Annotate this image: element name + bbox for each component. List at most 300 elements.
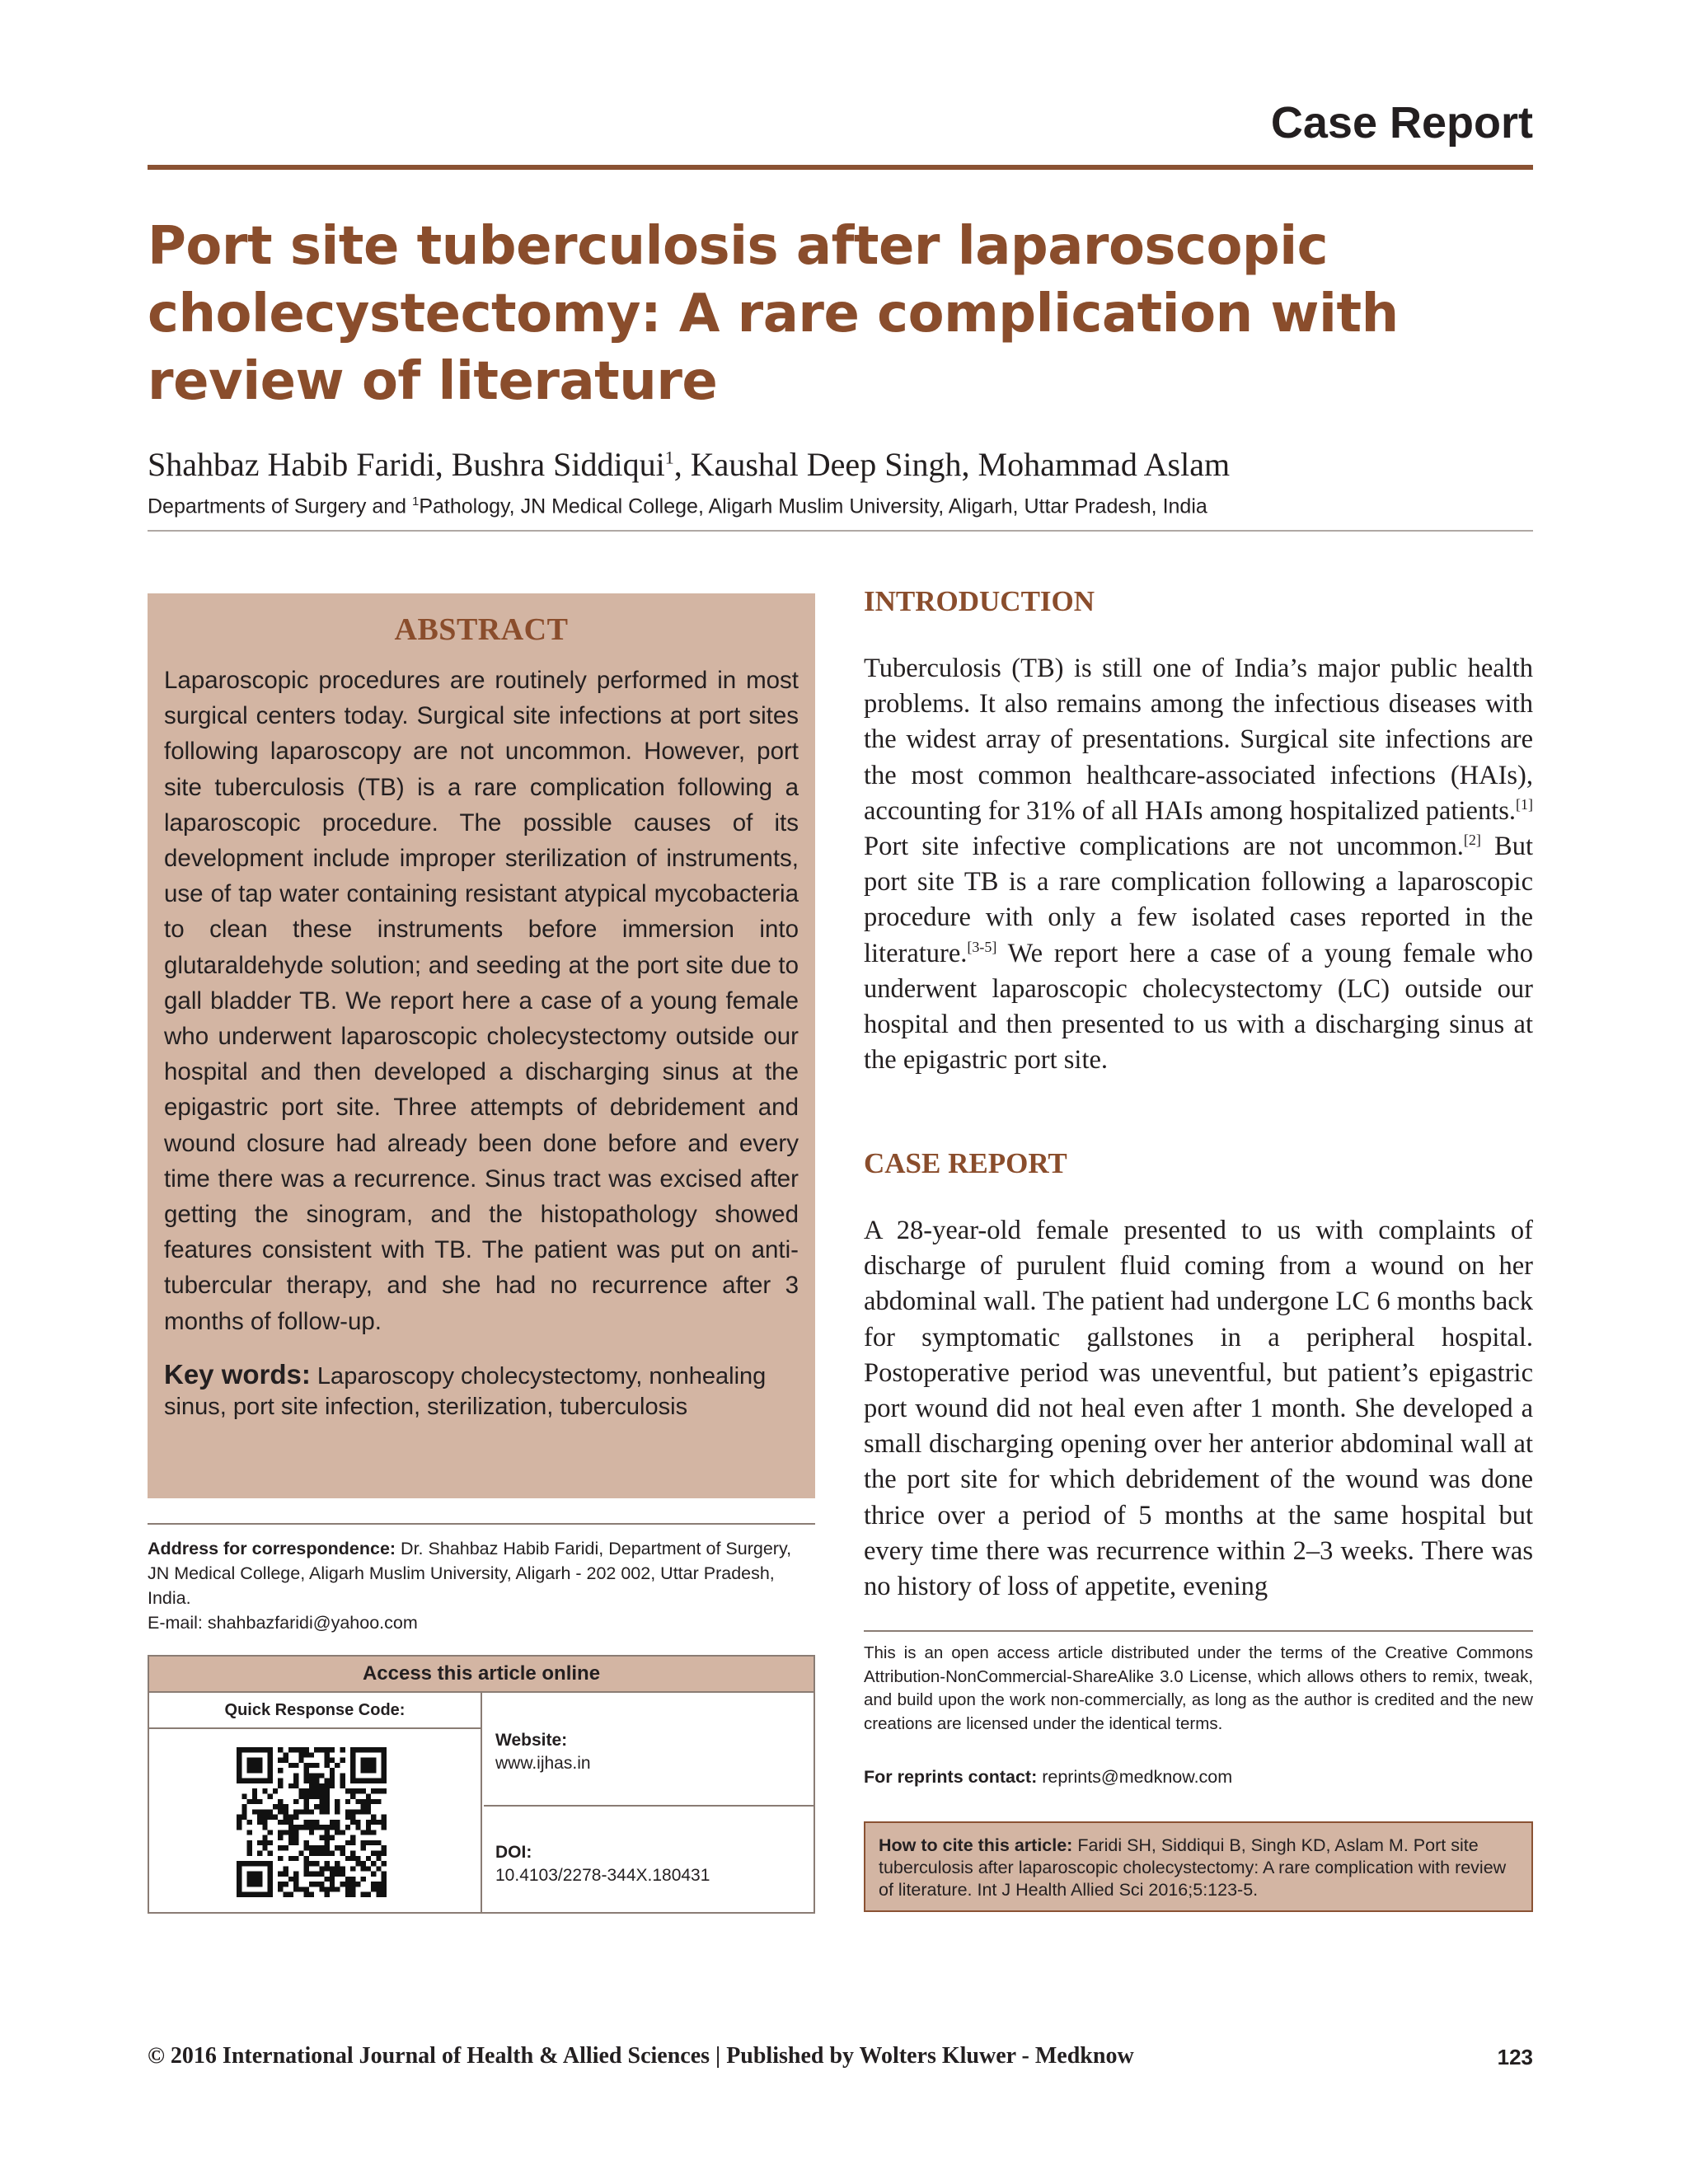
qr-module [273, 1804, 278, 1809]
qr-module [304, 1809, 309, 1814]
qr-module [330, 1783, 335, 1788]
qr-module [309, 1809, 314, 1814]
qr-module [237, 1768, 241, 1773]
qr-module [309, 1851, 314, 1856]
qr-module [371, 1815, 376, 1820]
qr-module [293, 1856, 298, 1861]
qr-module [257, 1851, 262, 1856]
citation-ref-1[interactable]: [1] [1516, 795, 1533, 813]
intro-part-1: Tuberculosis (TB) is still one of India’s major public health problems. It also remains among the infectious diseases with the widest array of presentations. Surgical site infections are the most common healthcare-associated infections (HAIs), accounting for 31% of all HAIs among hospitalized patients. [864, 654, 1533, 826]
qr-module [319, 1851, 324, 1856]
qr-module [366, 1866, 371, 1871]
qr-module [252, 1799, 257, 1804]
qr-module [361, 1779, 366, 1783]
qr-module [340, 1851, 345, 1856]
qr-module [247, 1768, 252, 1773]
qr-module [257, 1809, 262, 1814]
qr-module [283, 1815, 288, 1820]
qr-module [355, 1825, 360, 1830]
qr-module [382, 1882, 387, 1886]
qr-module [361, 1892, 366, 1897]
qr-module [335, 1845, 340, 1850]
citation-box [864, 1821, 1533, 1912]
qr-module [350, 1809, 355, 1814]
qr-module [293, 1830, 298, 1835]
header-rule [148, 165, 1533, 170]
qr-module [293, 1799, 298, 1804]
qr-module [293, 1877, 298, 1882]
qr-module [278, 1845, 283, 1850]
qr-module [330, 1835, 335, 1840]
qr-module [325, 1825, 330, 1830]
qr-module [314, 1825, 319, 1830]
qr-module [314, 1882, 319, 1886]
qr-module [257, 1872, 262, 1877]
abstract-text: Laparoscopic procedures are routinely performed in most surgical centers today. Surgical site infections at port sites following laparoscopy are not uncommon. However, port site tuberculosis (TB) is a rare complication following a laparoscopic procedure. The possible causes of its development include improper sterilization of instruments, use of tap water containing resistant atypical mycobacteria to clean these instruments before immersion into glutaraldehyde solution; and seeding at the port site due to gall bladder TB. We report here a case of a young female who underwent laparoscopic cholecystectomy outside our hospital and then developed a discharging sinus at the epigastric port site. Three attempts of debridement and wound closure had already been done before and every time there was a recurrence. Sinus tract was excised after getting the sinogram, and the histopathology showed features consistent with TB. The patient was put on anti-tubercular therapy, and she had no recurrence after 3 months of follow-up. [164, 667, 799, 1335]
qr-module [252, 1877, 257, 1882]
qr-module [355, 1747, 360, 1752]
qr-module [247, 1820, 252, 1825]
abstract-heading: ABSTRACT [394, 612, 569, 647]
qr-module [314, 1788, 319, 1793]
qr-module [335, 1886, 340, 1891]
qr-module [309, 1830, 314, 1835]
qr-module [319, 1886, 324, 1891]
qr-module [309, 1773, 314, 1778]
qr-code-graphic [237, 1747, 387, 1897]
qr-module [376, 1840, 381, 1845]
qr-module [319, 1773, 324, 1778]
intro-part-3: But port site TB is a rare complication following a laparoscopic procedure with only a few isolated cases reported in the literature. [864, 832, 1533, 968]
qr-module [288, 1783, 293, 1788]
qr-module [366, 1768, 371, 1773]
qr-module [247, 1779, 252, 1783]
qr-module [257, 1877, 262, 1882]
qr-module [371, 1861, 376, 1866]
qr-module [345, 1892, 350, 1897]
qr-module [355, 1856, 360, 1861]
qr-module [304, 1793, 309, 1798]
qr-module [293, 1872, 298, 1877]
qr-module [237, 1861, 241, 1866]
qr-module [340, 1758, 345, 1763]
qr-module [278, 1783, 283, 1788]
qr-module [350, 1747, 355, 1752]
affiliation-marker: 1 [412, 494, 420, 509]
qr-module [257, 1768, 262, 1773]
qr-module [298, 1758, 303, 1763]
qr-module [309, 1779, 314, 1783]
doi-link[interactable]: 10.4103/2278-344X.180431 [495, 1866, 710, 1885]
qr-module [262, 1809, 267, 1814]
qr-module [288, 1877, 293, 1882]
qr-module [382, 1773, 387, 1778]
qr-module [350, 1856, 355, 1861]
qr-module [376, 1892, 381, 1897]
qr-module [241, 1779, 246, 1783]
qr-module [325, 1835, 330, 1840]
qr-module [361, 1768, 366, 1773]
qr-module [252, 1788, 257, 1793]
qr-module [288, 1747, 293, 1752]
qr-module [330, 1825, 335, 1830]
qr-module [241, 1861, 246, 1866]
qr-module [309, 1783, 314, 1788]
qr-module [304, 1856, 309, 1861]
qr-module [278, 1804, 283, 1809]
qr-module [340, 1830, 345, 1835]
qr-module [382, 1763, 387, 1768]
qr-module [241, 1793, 246, 1798]
qr-module [350, 1779, 355, 1783]
qr-label: Quick Response Code: [149, 1693, 481, 1729]
qr-module [350, 1892, 355, 1897]
qr-module [382, 1788, 387, 1793]
qr-module [268, 1840, 273, 1845]
qr-module [314, 1773, 319, 1778]
qr-module [252, 1892, 257, 1897]
qr-module [304, 1799, 309, 1804]
qr-module [325, 1804, 330, 1809]
qr-module [361, 1830, 366, 1835]
qr-module [237, 1763, 241, 1768]
qr-module [283, 1820, 288, 1825]
qr-module [355, 1809, 360, 1814]
qr-module [355, 1788, 360, 1793]
qr-module [319, 1788, 324, 1793]
qr-module [325, 1747, 330, 1752]
qr-module [278, 1758, 283, 1763]
qr-module [293, 1809, 298, 1814]
qr-module [345, 1840, 350, 1845]
qr-module [252, 1809, 257, 1814]
authors-part-1: Shahbaz Habib Faridi, Bushra Siddiqui [148, 446, 665, 483]
qr-module [237, 1773, 241, 1778]
reprints-email[interactable]: reprints@medknow.com [1037, 1767, 1233, 1787]
qr-module [237, 1779, 241, 1783]
qr-module [366, 1758, 371, 1763]
qr-module [325, 1799, 330, 1804]
qr-module [314, 1747, 319, 1752]
qr-module [330, 1886, 335, 1891]
qr-module [335, 1872, 340, 1877]
qr-module [252, 1747, 257, 1752]
qr-module [350, 1840, 355, 1845]
qr-module [304, 1779, 309, 1783]
qr-code-icon[interactable] [237, 1747, 387, 1897]
qr-module [268, 1830, 273, 1835]
qr-module [330, 1779, 335, 1783]
qr-module [268, 1877, 273, 1882]
qr-module [361, 1747, 366, 1752]
citation-ref-2[interactable]: [2] [1463, 832, 1481, 849]
qr-module [309, 1752, 314, 1757]
qr-module [309, 1763, 314, 1768]
doi-cell [484, 1807, 814, 1887]
qr-module [237, 1747, 241, 1752]
qr-module [325, 1779, 330, 1783]
author-list [148, 445, 1230, 484]
qr-module [257, 1815, 262, 1820]
qr-module [283, 1882, 288, 1886]
qr-module [335, 1830, 340, 1835]
qr-module [293, 1835, 298, 1840]
qr-module [304, 1820, 309, 1825]
qr-module [293, 1886, 298, 1891]
qr-module [335, 1809, 340, 1814]
qr-module [325, 1763, 330, 1768]
qr-module [288, 1856, 293, 1861]
qr-module [345, 1815, 350, 1820]
qr-module [247, 1877, 252, 1882]
qr-module [257, 1779, 262, 1783]
qr-module [345, 1886, 350, 1891]
qr-module [304, 1861, 309, 1866]
qr-module [241, 1809, 246, 1814]
qr-module [330, 1773, 335, 1778]
qr-module [350, 1877, 355, 1882]
qr-module [268, 1752, 273, 1757]
qr-module [262, 1835, 267, 1840]
qr-module [319, 1835, 324, 1840]
qr-module [283, 1758, 288, 1763]
qr-module [319, 1804, 324, 1809]
qr-module [319, 1793, 324, 1798]
qr-module [376, 1779, 381, 1783]
qr-module [382, 1872, 387, 1877]
qr-module [330, 1758, 335, 1763]
website-cell [484, 1693, 814, 1807]
qr-module [330, 1872, 335, 1877]
link-cells [484, 1693, 814, 1912]
qr-module [361, 1866, 366, 1871]
keywords-label: Key words: [164, 1358, 311, 1390]
qr-module [371, 1779, 376, 1783]
qr-module [330, 1747, 335, 1752]
qr-module [237, 1820, 241, 1825]
qr-module [350, 1763, 355, 1768]
qr-module [335, 1804, 340, 1809]
qr-module [330, 1877, 335, 1882]
qr-module [314, 1845, 319, 1850]
qr-module [314, 1793, 319, 1798]
qr-module [298, 1793, 303, 1798]
qr-module [304, 1773, 309, 1778]
qr-module [237, 1815, 241, 1820]
qr-module [257, 1892, 262, 1897]
qr-module [309, 1845, 314, 1850]
qr-module [268, 1793, 273, 1798]
qr-module [262, 1892, 267, 1897]
qr-module [252, 1882, 257, 1886]
qr-module [247, 1892, 252, 1897]
qr-module [361, 1840, 366, 1845]
qr-module [309, 1820, 314, 1825]
qr-module [278, 1820, 283, 1825]
qr-module [382, 1845, 387, 1850]
qr-module [376, 1851, 381, 1856]
qr-module [371, 1747, 376, 1752]
qr-module [268, 1773, 273, 1778]
qr-module [340, 1872, 345, 1877]
qr-module [319, 1799, 324, 1804]
qr-module [314, 1861, 319, 1866]
qr-module [288, 1835, 293, 1840]
qr-module [309, 1793, 314, 1798]
qr-module [340, 1783, 345, 1788]
qr-module [335, 1763, 340, 1768]
qr-module [309, 1788, 314, 1793]
page-number: 123 [1497, 2045, 1533, 2069]
qr-module [325, 1886, 330, 1891]
qr-module [298, 1851, 303, 1856]
qr-module [340, 1882, 345, 1886]
introduction-heading: INTRODUCTION [864, 585, 1095, 617]
qr-module [293, 1747, 298, 1752]
qr-module [237, 1758, 241, 1763]
reprints-label: For reprints contact: [864, 1767, 1038, 1787]
qr-module [319, 1845, 324, 1850]
qr-module [355, 1882, 360, 1886]
citation-label: How to cite this article: [879, 1835, 1073, 1855]
qr-module [304, 1892, 309, 1897]
qr-module [376, 1886, 381, 1891]
qr-module [288, 1815, 293, 1820]
access-online-heading: Access this article online [149, 1657, 814, 1693]
qr-module [314, 1872, 319, 1877]
qr-module [382, 1779, 387, 1783]
qr-module [371, 1768, 376, 1773]
qr-module [335, 1866, 340, 1871]
qr-module [340, 1845, 345, 1850]
qr-module [330, 1882, 335, 1886]
qr-module [237, 1825, 241, 1830]
qr-module [325, 1788, 330, 1793]
qr-module [304, 1845, 309, 1850]
qr-module [268, 1768, 273, 1773]
qr-module [319, 1866, 324, 1871]
qr-module [314, 1820, 319, 1825]
doi-label: DOI: [495, 1843, 532, 1862]
qr-module [325, 1840, 330, 1845]
qr-module [309, 1825, 314, 1830]
qr-module [371, 1788, 376, 1793]
qr-module [288, 1892, 293, 1897]
qr-module [268, 1758, 273, 1763]
website-label: Website: [495, 1731, 568, 1750]
qr-module [382, 1861, 387, 1866]
qr-module [335, 1820, 340, 1825]
qr-module [366, 1799, 371, 1804]
qr-module [268, 1872, 273, 1877]
abstract-box [148, 593, 815, 1498]
qr-module [345, 1809, 350, 1814]
qr-module [278, 1886, 283, 1891]
qr-module [382, 1747, 387, 1752]
correspondence-text: Dr. Shahbaz Habib Faridi, Department of Surgery, JN Medical College, Aligarh Muslim University, Aligarh - 202 002, Uttar Pradesh, India. [148, 1539, 792, 1608]
qr-module [340, 1866, 345, 1871]
qr-module [350, 1835, 355, 1840]
qr-module [345, 1882, 350, 1886]
qr-module [319, 1747, 324, 1752]
keywords-list: Laparoscopy cholecystectomy, nonhealing sinus, port site infection, sterilization, tuberculosis [164, 1362, 767, 1420]
qr-module [293, 1840, 298, 1845]
qr-module [330, 1851, 335, 1856]
qr-module [304, 1886, 309, 1891]
citation-ref-3[interactable]: [3-5] [967, 938, 997, 955]
qr-module [376, 1856, 381, 1861]
qr-module [304, 1788, 309, 1793]
qr-module [247, 1830, 252, 1835]
qr-module [366, 1830, 371, 1835]
qr-module [319, 1809, 324, 1814]
qr-module [350, 1820, 355, 1825]
access-online-table [148, 1655, 815, 1914]
qr-module [355, 1779, 360, 1783]
qr-module [298, 1747, 303, 1752]
qr-module [350, 1866, 355, 1871]
qr-module [278, 1830, 283, 1835]
qr-module [325, 1758, 330, 1763]
qr-module [371, 1830, 376, 1835]
qr-module [350, 1768, 355, 1773]
qr-module [330, 1768, 335, 1773]
qr-module [355, 1861, 360, 1866]
qr-module [325, 1783, 330, 1788]
footer-copyright: © 2016 International Journal of Health & Allied Sciences | Published by Wolters Kluwer - Medknow [148, 2043, 1134, 2069]
qr-module [262, 1747, 267, 1752]
qr-module [298, 1825, 303, 1830]
qr-module [247, 1872, 252, 1877]
qr-module [298, 1788, 303, 1793]
qr-module [247, 1758, 252, 1763]
qr-module [262, 1825, 267, 1830]
qr-module [262, 1840, 267, 1845]
qr-module [361, 1877, 366, 1882]
website-link[interactable]: www.ijhas.in [495, 1754, 591, 1773]
qr-module [241, 1892, 246, 1897]
qr-module [314, 1851, 319, 1856]
qr-module [314, 1804, 319, 1809]
qr-module [293, 1815, 298, 1820]
qr-module [304, 1872, 309, 1877]
qr-module [376, 1799, 381, 1804]
qr-module [350, 1788, 355, 1793]
qr-module [288, 1840, 293, 1845]
qr-module [366, 1840, 371, 1845]
qr-module [252, 1768, 257, 1773]
qr-module [257, 1882, 262, 1886]
qr-module [257, 1840, 262, 1845]
qr-module [304, 1752, 309, 1757]
qr-module [325, 1845, 330, 1850]
qr-module [382, 1825, 387, 1830]
case-report-text: A 28-year-old female presented to us with complaints of discharge of purulent fluid coming from a wound on her abdominal wall. The patient had undergone LC 6 months back for symptomatic gallstones in a peripheral hospital. Postoperative period was uneventful, but patient’s epigastric port wound did not heal even after 1 month. She developed a small discharging opening over her anterior abdominal wall at the port site for which debridement of the wound was done thrice over a period of 5 months at the same hospital but every time there was recurrence within 2–3 weeks. There was no history of loss of appetite, evening [864, 1216, 1533, 1602]
qr-module [293, 1825, 298, 1830]
qr-module [382, 1758, 387, 1763]
qr-module [257, 1820, 262, 1825]
qr-module [376, 1820, 381, 1825]
qr-module [283, 1845, 288, 1850]
authors-affil-marker: 1 [664, 447, 674, 468]
correspondence-email[interactable]: E-mail: shahbazfaridi@yahoo.com [148, 1613, 418, 1633]
qr-module [262, 1861, 267, 1866]
qr-module [366, 1747, 371, 1752]
qr-module [257, 1799, 262, 1804]
qr-module [335, 1825, 340, 1830]
qr-module [268, 1851, 273, 1856]
qr-module [247, 1840, 252, 1845]
